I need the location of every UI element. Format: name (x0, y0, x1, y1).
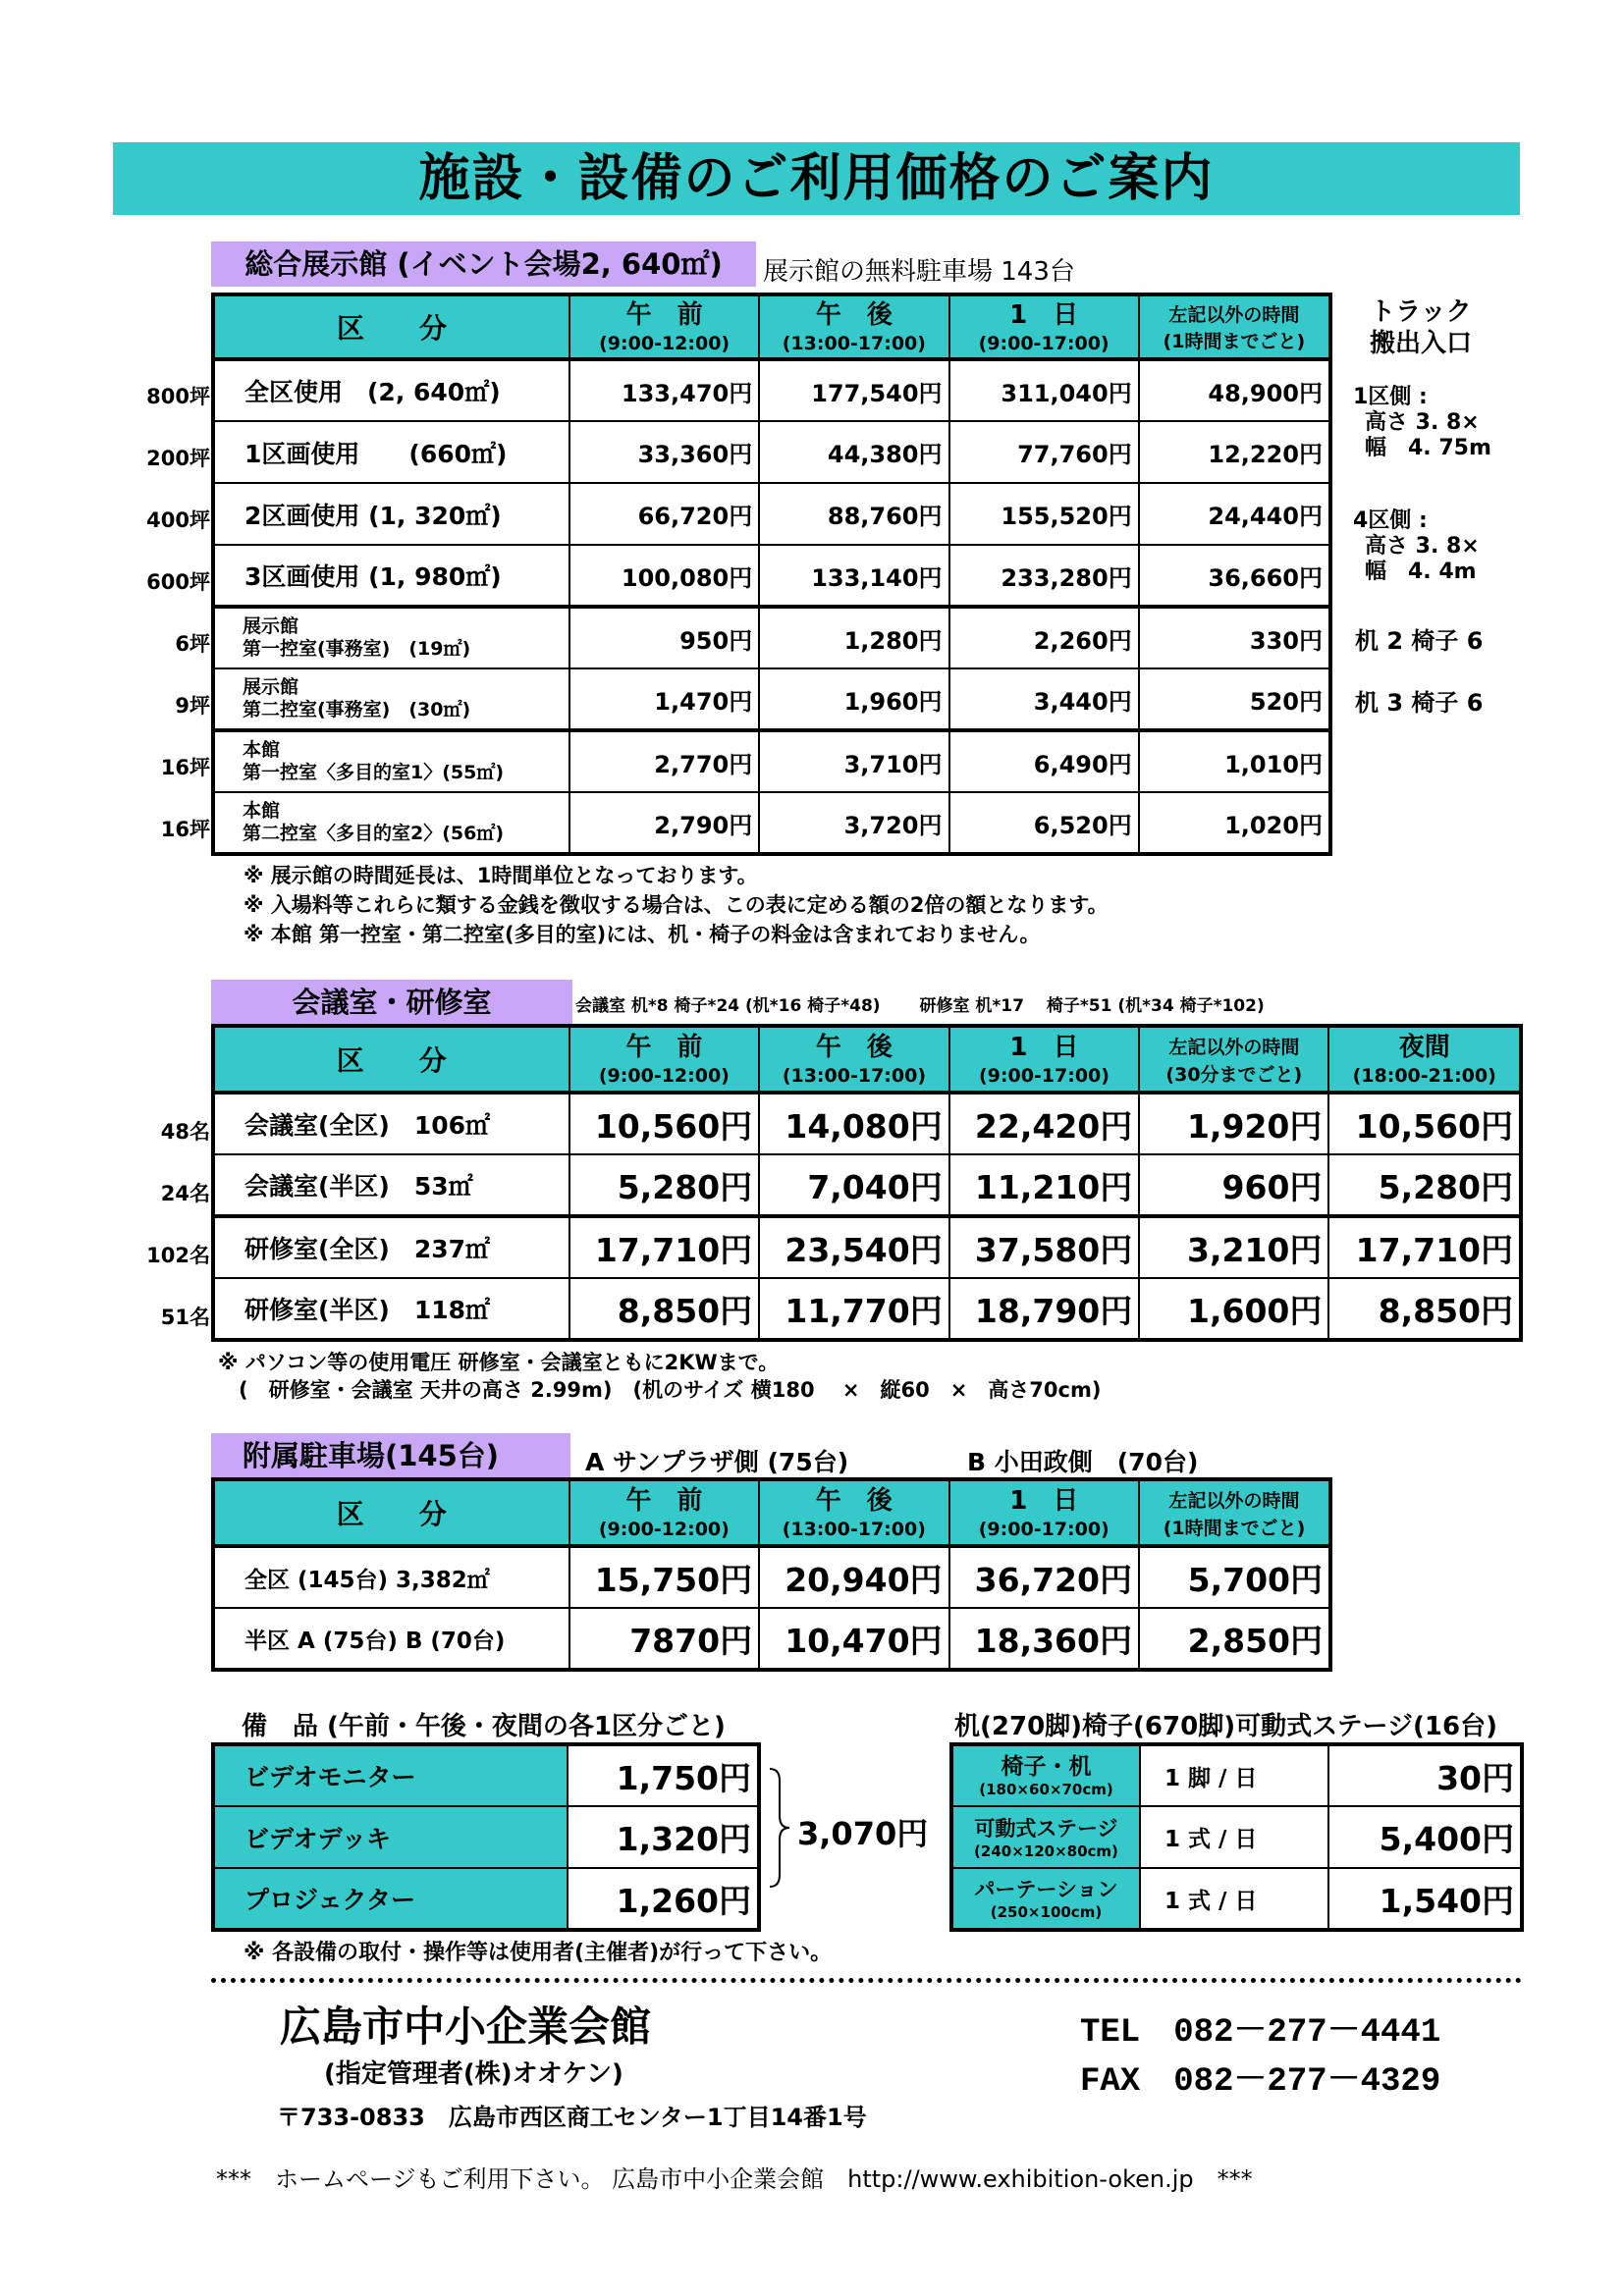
equipment-table (211, 1742, 761, 1932)
parking-price-table (211, 1477, 1332, 1672)
header-kubun: 区 分 (213, 294, 569, 359)
table-row: 本館 第一控室〈多目的室1〉(55㎡) 2,770円 3,710円 6,490円 1,010円 (213, 730, 1330, 792)
table-row: 研修室(半区) 118㎡ 8,850円 11,770円 18,790円 1,600円 8,850円 (213, 1278, 1521, 1340)
tsubo-label: 16坪 (160, 756, 210, 779)
header-night: 夜間 (18:00-21:00) (1328, 1026, 1521, 1093)
exhibition-heading: 総合展示館 (イベント会場2, 640㎡) (211, 241, 756, 287)
org-name: 広島市中小企業会館 (280, 2002, 652, 2051)
header-am: 午 前 (9:00-12:00) (569, 1479, 759, 1546)
table-row: 1区画使用 (660㎡) 33,360円 44,380円 77,760円 12,220円 (213, 421, 1330, 483)
brace-icon (766, 1767, 795, 1890)
header-am: 午 前 (9:00-12:00) (569, 294, 759, 359)
header-day: 1 日 (9:00-17:00) (949, 1026, 1140, 1093)
equipment-heading: 備 品 (午前・午後・夜間の各1区分ごと) (242, 1712, 726, 1741)
header-extra: 左記以外の時間 (30分までごと) (1139, 1026, 1328, 1093)
meeting-note: ( 研修室・会議室 天井の高さ 2.99m) (机のサイズ 横180 × 縦60 × 高さ70cm) (218, 1378, 1102, 1402)
header-extra: 左記以外の時間 (1時間までごと) (1139, 1479, 1330, 1546)
table-row: 全区 (145台) 3,382㎡ 15,750円 20,940円 36,720円 5,700円 (213, 1546, 1330, 1608)
page-title: 施設・設備のご利用価格のご案内 (113, 142, 1520, 215)
manager-name: (指定管理者(株)オオケン) (324, 2059, 623, 2089)
capacity-label: 24名 (160, 1182, 210, 1205)
homepage-note: *** ホームページもご利用下さい。 広島市中小企業会館 http://www.exhibition-oken.jp *** (216, 2165, 1253, 2193)
fax: FAX 082－277－4329 (1080, 2063, 1441, 2101)
table-row: 会議室(全区) 106㎡ 10,560円 14,080円 22,420円 1,920円 10,560円 (213, 1093, 1521, 1154)
table-row: 展示館 第一控室(事務室) (19㎡) 950円 1,280円 2,260円 330円 (213, 607, 1330, 668)
table-row: パーテーション (250×100cm) 1 式 / 日 1,540円 (951, 1868, 1522, 1930)
divider (211, 1978, 1522, 1983)
truck-side1: 1区側 : 高さ 3. 8× 幅 4. 75m (1353, 385, 1491, 460)
table-row: ビデオデッキ 1,320円 (213, 1806, 759, 1868)
capacity-label: 48名 (160, 1120, 210, 1144)
equipment-set-price: 3,070円 (797, 1815, 929, 1852)
truck-side4: 4区側 : 高さ 3. 8× 幅 4. 4m (1353, 508, 1480, 584)
meeting-equipment-note: 会議室 机*8 椅子*24 (机*16 椅子*48) 研修室 机*17 椅子*51 (机*34 椅子*102) (575, 996, 1265, 1016)
tsubo-label: 9坪 (175, 694, 210, 718)
tel: TEL 082－277－4441 (1080, 2014, 1441, 2052)
table-row: 本館 第二控室〈多目的室2〉(56㎡) 2,790円 3,720円 6,520円 1,020円 (213, 792, 1330, 854)
exhibition-note: ※ 本館 第一控室・第二控室(多目的室)には、机・椅子の料金は含まれておりません。 (244, 923, 1041, 946)
table-row: 2区画使用 (1, 320㎡) 66,720円 88,760円 155,520円 24,440円 (213, 483, 1330, 545)
header-day: 1 日 (9:00-17:00) (949, 1479, 1139, 1546)
exhibition-price-table (211, 293, 1332, 856)
table-row: 椅子・机 (180×60×70cm) 1 脚 / 日 30円 (951, 1744, 1522, 1806)
parking-side-b: B 小田政側 (70台) (967, 1448, 1199, 1476)
truck-title: トラック 搬出入口 (1370, 297, 1473, 358)
header-kubun: 区 分 (213, 1026, 569, 1093)
capacity-label: 102名 (146, 1244, 210, 1267)
furniture-heading: 机(270脚)椅子(670脚)可動式ステージ(16台) (954, 1712, 1497, 1741)
meeting-price-table (211, 1024, 1523, 1342)
tsubo-label: 16坪 (160, 818, 210, 841)
equipment-note: ※ 各設備の取付・操作等は使用者(主催者)が行って下さい。 (244, 1941, 833, 1965)
table-row: ビデオモニター 1,750円 (213, 1744, 759, 1806)
table-row: 可動式ステージ (240×120×80cm) 1 式 / 日 5,400円 (951, 1806, 1522, 1868)
tsubo-label: 400坪 (146, 508, 210, 532)
desk-note: 机 3 椅子 6 (1355, 689, 1484, 717)
capacity-label: 51名 (160, 1306, 210, 1329)
table-row: 研修室(全区) 237㎡ 17,710円 23,540円 37,580円 3,210円 17,710円 (213, 1216, 1521, 1278)
table-row: プロジェクター 1,260円 (213, 1868, 759, 1930)
header-kubun: 区 分 (213, 1479, 569, 1546)
header-pm: 午 後 (13:00-17:00) (759, 1479, 948, 1546)
table-row: 半区 A (75台) B (70台) 7870円 10,470円 18,360円 2,850円 (213, 1608, 1330, 1670)
table-row: 全区使用 (2, 640㎡) 133,470円 177,540円 311,040円 48,900円 (213, 359, 1330, 421)
meeting-note: ※ パソコン等の使用電圧 研修室・会議室ともに2KWまで。 (218, 1351, 780, 1374)
exhibition-note: ※ 入場料等これらに類する金銭を徴収する場合は、この表に定める額の2倍の額となります。 (244, 893, 1109, 917)
parking-heading: 附属駐車場(145台) (211, 1433, 570, 1478)
tsubo-label: 200坪 (146, 447, 210, 470)
header-pm: 午 後 (13:00-17:00) (759, 294, 948, 359)
table-row: 3区画使用 (1, 980㎡) 100,080円 133,140円 233,280円 36,660円 (213, 545, 1330, 607)
header-day: 1 日 (9:00-17:00) (949, 294, 1139, 359)
table-row: 展示館 第二控室(事務室) (30㎡) 1,470円 1,960円 3,440円 520円 (213, 668, 1330, 730)
furniture-table (949, 1742, 1524, 1932)
exhibition-note: ※ 展示館の時間延長は、1時間単位となっております。 (244, 864, 758, 887)
header-pm: 午 後 (13:00-17:00) (759, 1026, 949, 1093)
meeting-heading: 会議室・研修室 (211, 980, 572, 1025)
address: 〒733-0833 広島市西区商工センター1丁目14番1号 (277, 2104, 867, 2131)
table-row: 会議室(半区) 53㎡ 5,280円 7,040円 11,210円 960円 5,280円 (213, 1154, 1521, 1216)
parking-side-a: A サンプラザ側 (75台) (585, 1448, 849, 1476)
desk-note: 机 2 椅子 6 (1355, 627, 1484, 655)
exhibition-parking-note: 展示館の無料駐車場 143台 (763, 257, 1075, 287)
tsubo-label: 6坪 (175, 632, 210, 656)
header-extra: 左記以外の時間 (1時間までごと) (1139, 294, 1330, 359)
header-am: 午 前 (9:00-12:00) (569, 1026, 760, 1093)
tsubo-label: 600坪 (146, 570, 210, 594)
tsubo-label: 800坪 (146, 385, 210, 408)
